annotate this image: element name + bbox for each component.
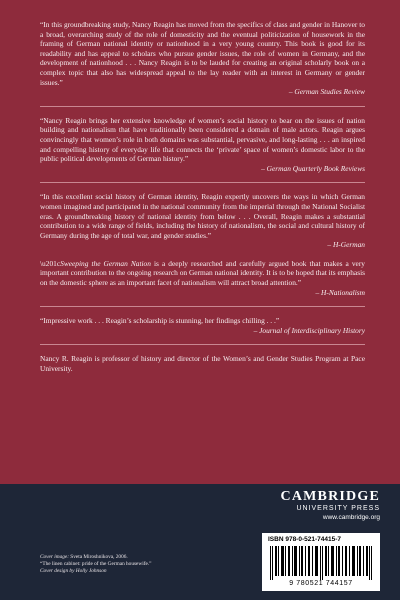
publisher-subtitle: UNIVERSITY PRESS bbox=[296, 505, 380, 512]
review-quote: \u201cSweeping the German Nation is a deeply researched and carefully argued book that makes a very important contribution to the ongoing research on German national identity. It is to be hoped that its emphasis on the domestic sphere as an important facet of nationalism will attract broad attention.” bbox=[40, 258, 365, 288]
review-source: – H-Nationalism bbox=[315, 287, 365, 297]
cover-credits bbox=[40, 554, 240, 575]
publisher-name: CAMBRIDGE bbox=[280, 489, 380, 504]
review-blurb bbox=[40, 259, 365, 297]
cover-image-credit bbox=[40, 554, 240, 561]
divider bbox=[40, 306, 365, 307]
divider bbox=[40, 344, 365, 345]
review-quote: “In this groundbreaking study, Nancy Reagin has moved from the specifics of class and gender in Hanover to a broad, overarching study of the role of domesticity and the eventual politicization of housework in the framing of German national identity or nationhood in a very young country. This book is good for its readability and has appeal to scholars who pursue gender issues, the role of women in Germany, and the development of nationhood . . . Nancy Reagin is to be lauded for creating an original scholarly book on a complex topic that also has widespread appeal to the lay reader with an interest in Germany or gender issues.” bbox=[40, 20, 365, 87]
back-cover-text bbox=[40, 20, 365, 381]
cover-image-title: “The linen cabinet: pride of the German housewife.” bbox=[40, 561, 152, 567]
isbn-barcode bbox=[262, 533, 380, 591]
cover-design-credit: Cover design by Holly Johnson bbox=[40, 568, 107, 574]
review-source: – German Quarterly Book Reviews bbox=[261, 163, 365, 173]
book-title: Sweeping the German Nation bbox=[60, 258, 151, 268]
barcode-number: 9 780521 744157 bbox=[289, 580, 353, 587]
isbn-label: ISBN 978-0-521-74415-7 bbox=[268, 536, 341, 543]
review-blurb bbox=[40, 116, 365, 174]
review-blurb bbox=[40, 20, 365, 97]
review-source: – Journal of Interdisciplinary History bbox=[253, 325, 365, 335]
barcode-icon bbox=[270, 546, 372, 580]
cover-image-artist: Sveta Miroshnikova, 2006. bbox=[68, 554, 128, 560]
review-blurb bbox=[40, 192, 365, 250]
cover-image-label: Cover image: bbox=[40, 554, 69, 560]
publisher-logo bbox=[230, 489, 380, 522]
review-quote: “Nancy Reagin brings her extensive knowledge of women’s social history to bear on the issues of nation building and nationalism that have traditionally been considered a domain of male actors. Reagin argues convincingly that women’s role in both domains was substantial, pervasive, and long-lasting . . . an inspired and compelling history of everyday life that connects the ‘private’ space of women’s domestic labor to the public political developments of German history.” bbox=[40, 115, 365, 164]
publisher-url: www.cambridge.org bbox=[322, 514, 380, 521]
review-quote: “Impressive work . . . Reagin’s scholarship is stunning, her findings chilling . . .” bbox=[40, 316, 280, 326]
divider bbox=[40, 106, 365, 107]
divider bbox=[40, 182, 365, 183]
review-quote: “In this excellent social history of German identity, Reagin expertly uncovers the ways in which German women imagined and participated in the national community from the imperial through the National Socialist eras. A groundbreaking history of national identity from below . . . Overall, Reagin makes a substantial contribution to a wide range of fields, including the history of nationalism, the social and cultural history of Germany during the age of total war, and gender studies.” bbox=[40, 192, 365, 240]
review-source: – German Studies Review bbox=[288, 87, 365, 97]
author-bio: Nancy R. Reagin is professor of history and director of the Women’s and Gender Studies Program at Pace University. bbox=[40, 354, 365, 374]
review-blurb bbox=[40, 316, 365, 335]
review-source: – H-German bbox=[327, 240, 365, 250]
review-quote-body: is a deeply researched and carefully argued book that makes a very important contribution to the ongoing research on German national identity. It is to be hoped that its emphasis on the domestic sphere as an important facet of nationalism will attract broad attention.” bbox=[40, 258, 365, 288]
